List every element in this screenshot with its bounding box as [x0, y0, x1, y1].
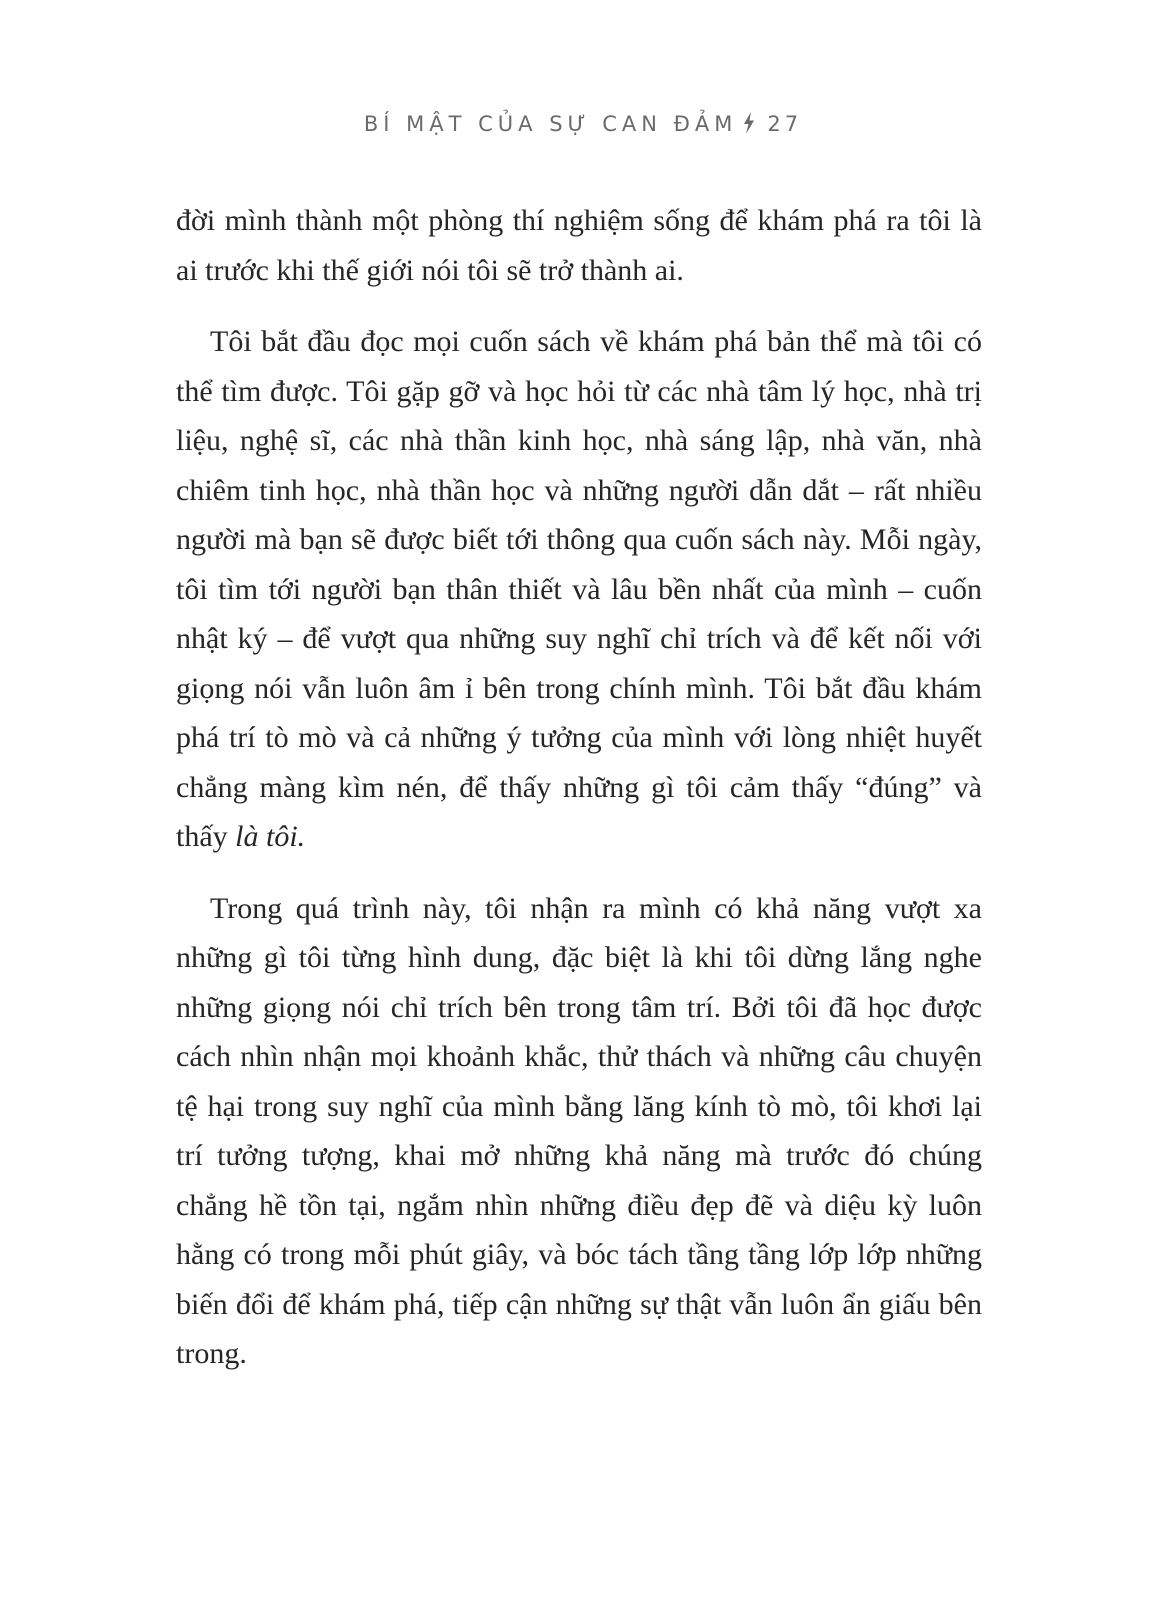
- body-text: [176, 196, 982, 1401]
- paragraph: [176, 317, 982, 862]
- paragraph-text: Tôi bắt đầu đọc mọi cuốn sách về khám phá bản thể mà tôi có thể tìm được. Tôi gặp gỡ và học hỏi từ các nhà tâm lý học, nhà trị liệu, nghệ sĩ, các nhà thần kinh học, nhà sáng lập, nhà văn, nhà chiêm tinh học, nhà thần học và những người dẫn dắt – rất nhiều người mà bạn sẽ được biết tới thông qua cuốn sách này. Mỗi ngày, tôi tìm tới người bạn thân thiết và lâu bền nhất của mình – cuốn nhật ký – để vượt qua những suy nghĩ chỉ trích và để kết nối với giọng nói vẫn luôn âm ỉ bên trong chính mình. Tôi bắt đầu khám phá trí tò mò và cả những ý tưởng của mình với lòng nhiệt huyết chẳng màng kìm nén, để thấy những gì tôi cảm thấy “đúng” và thấy: [176, 325, 982, 853]
- paragraph: Trong quá trình này, tôi nhận ra mình có khả năng vượt xa những gì tôi từng hình dung, đặc biệt là khi tôi dừng lắng nghe những giọng nói chỉ trích bên trong tâm trí. Bởi tôi đã học được cách nhìn nhận mọi khoảnh khắc, thử thách và những câu chuyện tệ hại trong suy nghĩ của mình bằng lăng kính tò mò, tôi khơi lại trí tưởng tượng, khai mở những khả năng mà trước đó chúng chẳng hề tồn tại, ngắm nhìn những điều đẹp đẽ và diệu kỳ luôn hằng có trong mỗi phút giây, và bóc tách tầng tầng lớp lớp những biến đổi để khám phá, tiếp cận những sự thật vẫn luôn ẩn giấu bên trong.: [176, 891, 982, 1370]
- lightning-bolt-icon: [743, 112, 755, 139]
- running-header: [0, 112, 1166, 139]
- page-number: 27: [767, 112, 803, 136]
- paragraph-continuation: đời mình thành một phòng thí nghiệm sống để khám phá ra tôi là ai trước khi thế giới nói tôi sẽ trở thành ai.: [176, 204, 982, 287]
- italic-emphasis: là tôi.: [235, 820, 306, 853]
- running-title: BÍ MẬT CỦA SỰ CAN ĐẢM: [363, 112, 738, 136]
